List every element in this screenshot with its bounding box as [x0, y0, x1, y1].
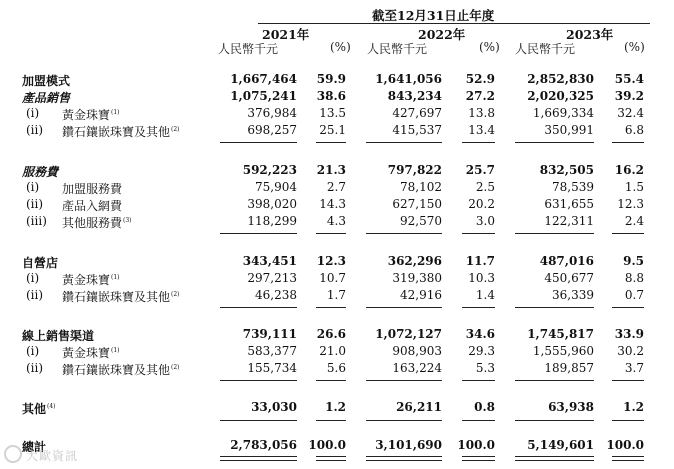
- amount-cell: 797,822: [387, 163, 442, 177]
- amount-cell: 46,238: [255, 288, 297, 302]
- percent-cell: 33.9: [614, 327, 644, 341]
- amount-cell: 487,016: [539, 254, 594, 268]
- footnote-marker: (2): [171, 291, 180, 298]
- amount-cell: 1,555,960: [532, 344, 594, 358]
- row-prefix: (ii): [26, 123, 44, 137]
- percent-cell: 13.5: [319, 106, 346, 120]
- amount-cell: 1,669,334: [532, 106, 594, 120]
- row-prefix: (ii): [26, 361, 44, 375]
- percent-cell: 27.2: [465, 89, 495, 103]
- percent-cell: 2.5: [475, 180, 495, 194]
- row-label-text: 總計: [22, 440, 47, 454]
- row-label-text: 產品入網費: [62, 199, 123, 213]
- amount-cell: 832,505: [539, 163, 594, 177]
- period-heading: 截至12月31日止年度: [372, 8, 495, 23]
- percent-cell: 26.6: [316, 327, 346, 341]
- pct-label-2022: (%): [479, 40, 500, 54]
- amount-cell: 583,377: [247, 344, 297, 358]
- amount-cell: 1,641,056: [375, 72, 442, 86]
- amount-cell: 75,904: [255, 180, 297, 194]
- percent-cell: 3.7: [624, 361, 644, 375]
- year-2023-heading: 2023年: [566, 27, 614, 42]
- table-row: [0, 123, 674, 139]
- row-label-text: 服務費: [22, 165, 59, 179]
- row-label: [22, 327, 94, 344]
- amount-cell: 319,380: [392, 271, 442, 285]
- amount-cell: 1,667,464: [230, 72, 297, 86]
- row-label: [62, 123, 180, 140]
- amount-cell: 1,072,127: [375, 327, 442, 341]
- percent-cell: 11.7: [465, 254, 495, 268]
- subtotal-rule: [462, 420, 495, 421]
- watermark-logo-icon: [4, 445, 22, 463]
- percent-cell: 21.3: [316, 163, 346, 177]
- row-label: [62, 197, 122, 214]
- row-label-text: 其他: [22, 402, 47, 416]
- amount-cell: 739,111: [242, 327, 297, 341]
- year-2022-heading: 2022年: [418, 27, 466, 42]
- amount-cell: 427,697: [392, 106, 442, 120]
- subtotal-rule: [612, 420, 644, 421]
- subtotal-rule: [316, 233, 346, 234]
- total-double-rule: [316, 456, 346, 461]
- footnote-marker: (1): [111, 347, 120, 354]
- amount-cell: 26,211: [396, 400, 442, 414]
- footnote-marker: (1): [111, 109, 120, 116]
- row-prefix: (ii): [26, 197, 44, 211]
- row-label-text: 加盟模式: [22, 74, 71, 88]
- amount-cell: 155,734: [247, 361, 297, 375]
- subtotal-rule: [366, 380, 442, 381]
- percent-cell: 16.2: [614, 163, 644, 177]
- row-label: [62, 361, 180, 378]
- amount-cell: 1,075,241: [230, 89, 297, 103]
- amount-cell: 415,537: [392, 123, 442, 137]
- table-row: [0, 163, 674, 179]
- table-row: [0, 214, 674, 230]
- row-label: [22, 72, 70, 89]
- subtotal-rule: [316, 420, 346, 421]
- table-row: [0, 72, 674, 88]
- row-label: [22, 163, 58, 180]
- percent-cell: 2.7: [326, 180, 346, 194]
- amount-cell: 2,020,325: [527, 89, 594, 103]
- subtotal-rule: [612, 307, 644, 308]
- row-prefix: (ii): [26, 288, 44, 302]
- row-label: [62, 288, 180, 305]
- subtotal-rule: [220, 142, 297, 143]
- row-label-text: 鑽石鑲嵌珠寶及其他: [62, 363, 171, 377]
- amount-cell: 398,020: [247, 197, 297, 211]
- row-prefix: (iii): [26, 214, 47, 228]
- subtotal-rule: [462, 233, 495, 234]
- footnote-marker: (2): [171, 364, 180, 371]
- row-label-text: 鑽石鑲嵌珠寶及其他: [62, 290, 171, 304]
- unit-label-2021: 人民幣千元: [218, 42, 279, 56]
- total-double-rule: [612, 456, 644, 461]
- subtotal-rule: [515, 420, 594, 421]
- amount-cell: 362,296: [387, 254, 442, 268]
- table-row: [0, 197, 674, 213]
- subtotal-rule: [316, 142, 346, 143]
- percent-cell: 12.3: [617, 197, 644, 211]
- percent-cell: 32.4: [617, 106, 644, 120]
- percent-cell: 25.7: [465, 163, 495, 177]
- amount-cell: 163,224: [392, 361, 442, 375]
- row-label: [62, 180, 122, 197]
- amount-cell: 42,916: [400, 288, 442, 302]
- percent-cell: 1.5: [624, 180, 644, 194]
- percent-cell: 52.9: [465, 72, 495, 86]
- subtotal-rule: [316, 380, 346, 381]
- amount-cell: 3,101,690: [375, 438, 442, 452]
- amount-cell: 592,223: [242, 163, 297, 177]
- percent-cell: 25.1: [319, 123, 346, 137]
- row-prefix: (i): [26, 344, 40, 358]
- amount-cell: 343,451: [242, 254, 297, 268]
- total-double-rule: [366, 456, 442, 461]
- amount-cell: 631,655: [544, 197, 594, 211]
- watermark: [4, 444, 122, 466]
- row-prefix: (i): [26, 180, 40, 194]
- percent-cell: 100.0: [308, 438, 346, 452]
- subtotal-rule: [515, 380, 594, 381]
- total-double-rule: [515, 456, 594, 461]
- percent-cell: 4.3: [326, 214, 346, 228]
- percent-cell: 10.7: [319, 271, 346, 285]
- subtotal-rule: [612, 142, 644, 143]
- row-prefix: (i): [26, 271, 40, 285]
- percent-cell: 5.6: [326, 361, 346, 375]
- subtotal-rule: [612, 380, 644, 381]
- percent-cell: 0.8: [474, 400, 495, 414]
- total-double-rule: [462, 456, 495, 461]
- percent-cell: 55.4: [614, 72, 644, 86]
- percent-cell: 5.3: [475, 361, 495, 375]
- percent-cell: 1.2: [623, 400, 644, 414]
- subtotal-rule: [462, 307, 495, 308]
- pct-label-2023: (%): [624, 40, 645, 54]
- amount-cell: 698,257: [247, 123, 297, 137]
- subtotal-rule: [366, 307, 442, 308]
- percent-cell: 14.3: [319, 197, 346, 211]
- period-underline: [258, 23, 650, 24]
- row-label-text: 黃金珠寶: [62, 273, 111, 287]
- subtotal-rule: [220, 380, 297, 381]
- percent-cell: 1.7: [326, 288, 346, 302]
- row-label: [22, 254, 58, 271]
- percent-cell: 3.0: [475, 214, 495, 228]
- footnote-marker: (2): [171, 126, 180, 133]
- amount-cell: 78,102: [400, 180, 442, 194]
- amount-cell: 5,149,601: [527, 438, 594, 452]
- table-row: [0, 106, 674, 122]
- percent-cell: 6.8: [624, 123, 644, 137]
- subtotal-rule: [220, 307, 297, 308]
- footnote-marker: (1): [111, 274, 120, 281]
- row-label: [22, 400, 56, 417]
- amount-cell: 36,339: [552, 288, 594, 302]
- unit-label-2023: 人民幣千元: [515, 42, 576, 56]
- subtotal-rule: [316, 307, 346, 308]
- amount-cell: 2,783,056: [230, 438, 297, 452]
- amount-cell: 92,570: [400, 214, 442, 228]
- row-prefix: (i): [26, 106, 40, 120]
- subtotal-rule: [220, 233, 297, 234]
- row-label-text: 黃金珠寶: [62, 346, 111, 360]
- percent-cell: 34.6: [465, 327, 495, 341]
- percent-cell: 21.0: [319, 344, 346, 358]
- watermark-text: 大歐資訊: [26, 449, 79, 463]
- subtotal-rule: [366, 420, 442, 421]
- footnote-marker: (3): [123, 217, 132, 224]
- amount-cell: 2,852,830: [527, 72, 594, 86]
- row-label-text: 線上銷售渠道: [22, 329, 95, 343]
- subtotal-rule: [515, 233, 594, 234]
- amount-cell: 63,938: [548, 400, 594, 414]
- table-row: [0, 288, 674, 304]
- percent-cell: 1.2: [325, 400, 346, 414]
- row-label: [22, 89, 70, 106]
- table-row: [0, 361, 674, 377]
- total-double-rule: [220, 456, 297, 461]
- footnote-marker: (4): [47, 403, 56, 410]
- amount-cell: 350,991: [544, 123, 594, 137]
- amount-cell: 118,299: [247, 214, 297, 228]
- amount-cell: 1,745,817: [527, 327, 594, 341]
- row-label-text: 加盟服務費: [62, 182, 123, 196]
- amount-cell: 843,234: [387, 89, 442, 103]
- table-row: [0, 180, 674, 196]
- percent-cell: 10.3: [468, 271, 495, 285]
- amount-cell: 627,150: [392, 197, 442, 211]
- amount-cell: 78,539: [552, 180, 594, 194]
- percent-cell: 30.2: [617, 344, 644, 358]
- amount-cell: 908,903: [392, 344, 442, 358]
- subtotal-rule: [612, 233, 644, 234]
- amount-cell: 122,311: [544, 214, 594, 228]
- percent-cell: 9.5: [623, 254, 644, 268]
- amount-cell: 376,984: [247, 106, 297, 120]
- pct-label-2021: (%): [330, 40, 351, 54]
- percent-cell: 20.2: [468, 197, 495, 211]
- table-row: [0, 327, 674, 343]
- percent-cell: 38.6: [316, 89, 346, 103]
- row-label: [62, 344, 120, 361]
- percent-cell: 100.0: [606, 438, 644, 452]
- table-row: [0, 89, 674, 105]
- subtotal-rule: [515, 142, 594, 143]
- row-label: [62, 106, 120, 123]
- percent-cell: 59.9: [316, 72, 346, 86]
- row-label-text: 自營店: [22, 256, 59, 270]
- subtotal-rule: [462, 380, 495, 381]
- row-label-text: 其他服務費: [62, 216, 123, 230]
- row-label-text: 鑽石鑲嵌珠寶及其他: [62, 125, 171, 139]
- amount-cell: 297,213: [247, 271, 297, 285]
- subtotal-rule: [366, 233, 442, 234]
- percent-cell: 29.3: [468, 344, 495, 358]
- row-label-text: 產品銷售: [22, 91, 71, 105]
- subtotal-rule: [366, 142, 442, 143]
- table-row: [0, 344, 674, 360]
- table-row: [0, 271, 674, 287]
- percent-cell: 0.7: [624, 288, 644, 302]
- year-2021-heading: 2021年: [262, 27, 310, 42]
- unit-label-2022: 人民幣千元: [367, 42, 428, 56]
- row-label-text: 黃金珠寶: [62, 108, 111, 122]
- table-row: [0, 400, 674, 416]
- percent-cell: 2.4: [624, 214, 644, 228]
- percent-cell: 39.2: [614, 89, 644, 103]
- subtotal-rule: [462, 142, 495, 143]
- subtotal-rule: [220, 420, 297, 421]
- row-label: [62, 214, 132, 231]
- table-row: [0, 254, 674, 270]
- subtotal-rule: [515, 307, 594, 308]
- row-label: [62, 271, 120, 288]
- percent-cell: 13.4: [468, 123, 495, 137]
- percent-cell: 100.0: [457, 438, 495, 452]
- percent-cell: 13.8: [468, 106, 495, 120]
- amount-cell: 33,030: [251, 400, 297, 414]
- percent-cell: 1.4: [475, 288, 495, 302]
- amount-cell: 189,857: [544, 361, 594, 375]
- amount-cell: 450,677: [544, 271, 594, 285]
- percent-cell: 8.8: [624, 271, 644, 285]
- percent-cell: 12.3: [316, 254, 346, 268]
